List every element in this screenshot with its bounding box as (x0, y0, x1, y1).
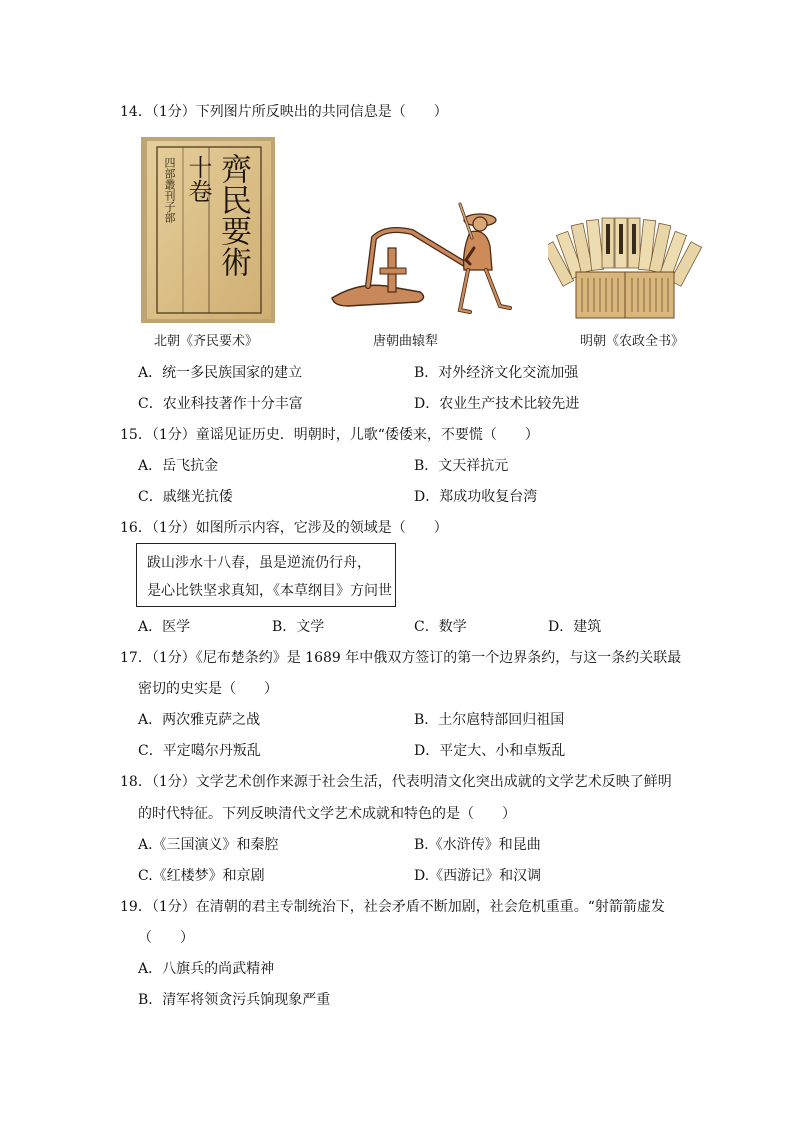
q18-option-d[interactable]: D.《西游记》和汉调 (414, 868, 542, 884)
q15-option-c[interactable]: C．戚继光抗倭 (138, 489, 233, 505)
q16-option-c[interactable]: C．数学 (414, 619, 467, 635)
q16-option-b[interactable]: B．文学 (272, 619, 325, 635)
q14-stem: 14．（1分）下列图片所反映出的共同信息是（ ） (120, 104, 448, 120)
q19-option-a[interactable]: A．八旗兵的尚武精神 (138, 961, 275, 977)
q17-stem-line-1: 17．（1分）《尼布楚条约》是 1689 年中俄双方签订的第一个边界条约，与这一条约关联最 (120, 650, 682, 666)
q17-option-a[interactable]: A．两次雅克萨之战 (138, 712, 261, 728)
book-series-text: 四部叢刊子部 (163, 157, 176, 223)
q15-option-d[interactable]: D．郑成功收复台湾 (414, 489, 538, 505)
book-volume-text: 十卷 (184, 155, 212, 203)
q16-option-a[interactable]: A．医学 (138, 619, 191, 635)
q14-option-b[interactable]: B．对外经济文化交流加强 (414, 365, 579, 381)
q17-stem-line-2: 密切的史实是（ ） (138, 681, 278, 697)
caption-quyuan-plow: 唐朝曲辕犁 (373, 334, 439, 349)
q17-option-b[interactable]: B．土尔扈特部回归祖国 (414, 712, 565, 728)
q15-option-a[interactable]: A．岳飞抗金 (138, 458, 219, 474)
q14-option-c[interactable]: C．农业科技著作十分丰富 (138, 396, 303, 412)
poem-line-2: 是心比铁坚求真知，《本草纲目》方问世 (147, 583, 392, 599)
q18-stem-line-1: 18．（1分）文学艺术创作来源于社会生活，代表明清文化突出成就的文学艺术反映了鲜明 (120, 774, 672, 790)
q18-stem-line-2: 的时代特征。下列反映清代文学艺术成就和特色的是（ ） (138, 806, 516, 822)
q18-option-a[interactable]: A.《三国演义》和秦腔 (138, 837, 279, 853)
qimin-yaoshu-book-image (141, 137, 275, 323)
book-title-text: 齊民要術 (215, 153, 251, 277)
q19-stem-line-2: （ ） (138, 930, 194, 946)
q15-option-b[interactable]: B．文天祥抗元 (414, 458, 509, 474)
caption-nongzheng-quanshu: 明朝《农政全书》 (580, 334, 685, 349)
q14-option-a[interactable]: A．统一多民族国家的建立 (138, 365, 303, 381)
q15-stem: 15．（1分）童谣见证历史．明朝时，儿歌“倭倭来，不要慌（ ） (120, 427, 539, 443)
q17-option-c[interactable]: C．平定噶尔丹叛乱 (138, 743, 261, 759)
poem-line-1: 跋山涉水十八春，虽是逆流仍行舟， (147, 555, 371, 571)
q16-option-d[interactable]: D．建筑 (548, 619, 602, 635)
q16-stem: 16．（1分）如图所示内容，它涉及的领域是（ ） (120, 520, 448, 536)
q19-stem-line-1: 19．（1分）在清朝的君主专制统治下，社会矛盾不断加剧，社会危机重重。“射箭箭虚发 (120, 899, 665, 915)
poem-box (136, 543, 396, 607)
nongzheng-quanshu-image (548, 212, 702, 322)
q14-option-d[interactable]: D．农业生产技术比较先进 (414, 396, 580, 412)
q18-option-c[interactable]: C.《红楼梦》和京剧 (138, 868, 265, 884)
q18-option-b[interactable]: B.《水浒传》和昆曲 (414, 837, 541, 853)
quyuan-plow-image (328, 198, 518, 318)
caption-qimin-yaoshu: 北朝《齐民要术》 (154, 334, 259, 349)
q19-option-b[interactable]: B．清军将领贪污兵饷现象严重 (138, 992, 331, 1008)
q17-option-d[interactable]: D．平定大、小和卓叛乱 (414, 743, 566, 759)
